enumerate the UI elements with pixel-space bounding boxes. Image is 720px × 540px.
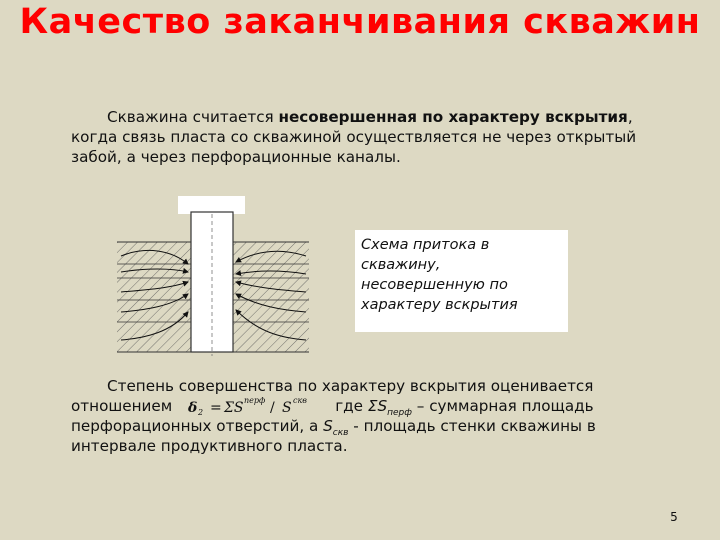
definition-text-start: Скважина считается xyxy=(107,108,279,126)
perfection-text-mid: суммарная площадь перфорационных отверстий, а xyxy=(71,397,594,435)
s-skv-symbol: $S_{скв}$ xyxy=(323,417,349,439)
perfection-text-start: Степень совершенства по характеру вскрытия оценивается отношением xyxy=(71,377,594,415)
formula-delta: δ xyxy=(188,400,198,416)
sum-perf-symbol: $\Sigma S_{перф}$ xyxy=(367,397,412,419)
formula-slash: / xyxy=(270,400,275,416)
formula-sum-sub: перф xyxy=(244,396,266,405)
well-inflow-diagram xyxy=(116,194,312,358)
formula-delta-sub: 2 xyxy=(198,408,204,417)
page-number: 5 xyxy=(670,510,678,524)
definition-paragraph xyxy=(71,107,671,167)
where-text: где xyxy=(335,397,368,415)
formula-s: S xyxy=(282,400,292,416)
perfection-paragraph xyxy=(71,376,671,456)
slide-title: Качество заканчивания скважин xyxy=(19,2,701,42)
formula-sum: ΣS xyxy=(224,400,244,416)
perfection-text-end: - площадь стенки скважины в интервале продуктивного пласта. xyxy=(71,417,596,455)
formula-s-sub: скв xyxy=(293,396,307,405)
figure-caption: Схема притока в скважину, несовершенную по характеру вскрытия xyxy=(355,230,568,332)
perfection-formula xyxy=(188,398,323,422)
dash-text: – xyxy=(411,397,425,415)
formula-equals: = xyxy=(210,400,222,416)
definition-text-end: , когда связь пласта со скважиной осуществляется не через открытый забой, а через перфорационные каналы. xyxy=(71,108,637,166)
definition-term: несовершенная по характеру вскрытия xyxy=(278,108,628,126)
